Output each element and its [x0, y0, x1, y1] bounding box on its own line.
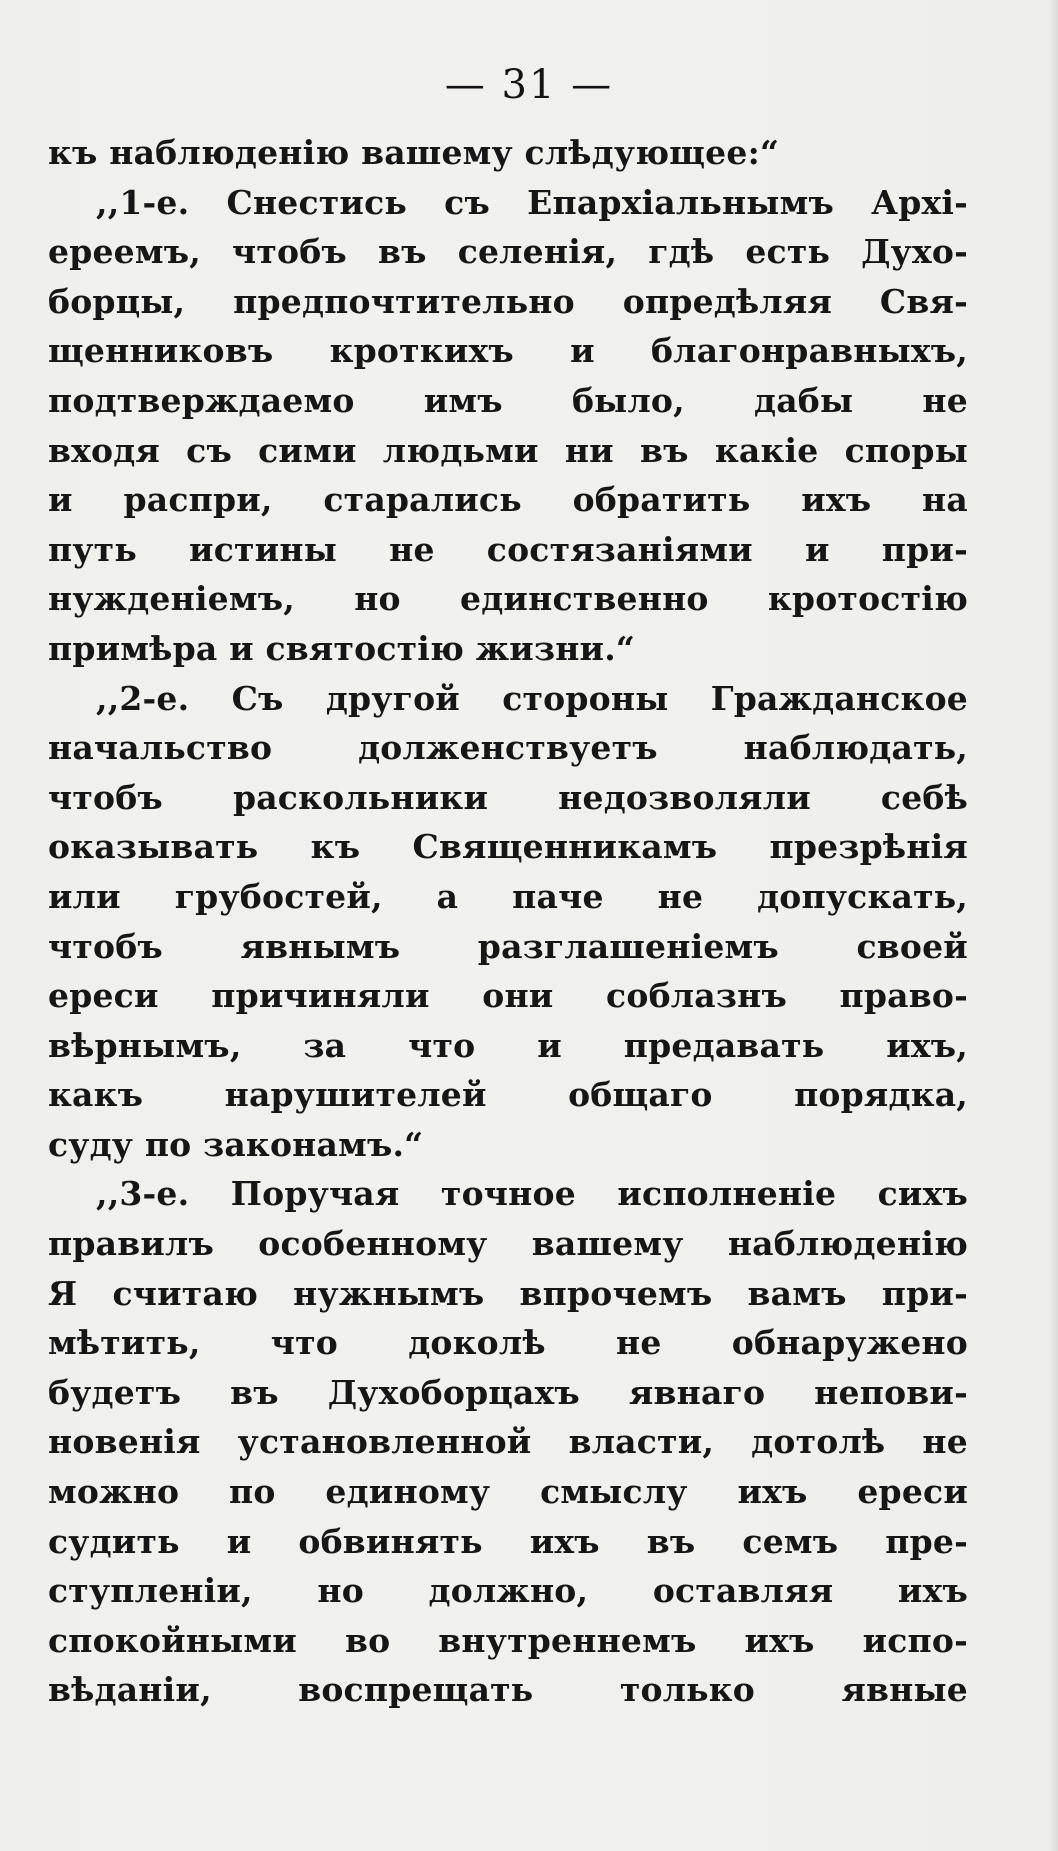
- text-line: ,,3-е. Поручая точное исполненіе сихъ: [96, 1174, 968, 1214]
- text-line: щенниковъ кроткихъ и благонравныхъ,: [48, 331, 968, 371]
- text-line: суду по законамъ.“: [48, 1124, 424, 1164]
- text-line: и распри, старались обратить ихъ на: [48, 480, 968, 520]
- text-line: чтобъ раскольники недозволяли себѣ: [48, 777, 968, 817]
- text-line: вѣрнымъ, за что и предавать ихъ,: [48, 1025, 968, 1065]
- text-line: ,,2-е. Съ другой стороны Гражданское: [96, 678, 968, 718]
- text-line: примѣра и святостію жизни.“: [48, 628, 636, 668]
- text-line: можно по единому смыслу ихъ ереси: [48, 1472, 968, 1512]
- text-line: оказывать къ Священникамъ презрѣнія: [48, 827, 968, 867]
- text-line: подтверждаемо имъ было, дабы не: [48, 380, 968, 420]
- text-line: начальство долженствуетъ наблюдать,: [48, 728, 968, 768]
- text-line: ,,1-е. Снестись съ Епархіальнымъ Архі-: [96, 182, 968, 222]
- text-line: судить и обвинять ихъ въ семъ пре-: [48, 1521, 968, 1561]
- text-line: нужденіемъ, но единственно кротостію: [48, 579, 968, 619]
- text-line: правилъ особенному вашему наблюденію: [48, 1224, 968, 1264]
- text-line: къ наблюденію вашему слѣдующее:“: [48, 133, 780, 172]
- text-line: путь истины не состязаніями и при-: [48, 529, 968, 569]
- text-line: мѣтить, что доколѣ не обнаружено: [48, 1323, 968, 1363]
- text-line: ереемъ, чтобъ въ селенія, гдѣ есть Духо-: [48, 232, 968, 272]
- text-line: вѣданіи, воспрещать только явные: [48, 1670, 968, 1710]
- page-edge-shadow: [1048, 0, 1058, 1851]
- text-line: новенія установленной власти, дотолѣ не: [48, 1422, 968, 1462]
- text-line: борцы, предпочтительно опредѣляя Свя-: [48, 281, 968, 321]
- text-line: спокойными во внутреннемъ ихъ испо-: [48, 1620, 968, 1660]
- text-line: какъ нарушителей общаго порядка,: [48, 1075, 968, 1115]
- text-line: будетъ въ Духоборцахъ явнаго непови-: [48, 1372, 968, 1412]
- text-line: Я считаю нужнымъ впрочемъ вамъ при-: [48, 1273, 968, 1313]
- text-line: чтобъ явнымъ разглашеніемъ своей: [48, 926, 968, 966]
- body-text: [48, 128, 968, 1715]
- text-line: или грубостей, а паче не допускать,: [48, 876, 968, 916]
- page-number: — 31 —: [444, 62, 614, 108]
- text-line: ступленіи, но должно, оставляя ихъ: [48, 1571, 968, 1611]
- text-line: входя съ сими людьми ни въ какіе споры: [48, 430, 968, 470]
- text-line: ереси причиняли они соблазнъ право-: [48, 976, 968, 1016]
